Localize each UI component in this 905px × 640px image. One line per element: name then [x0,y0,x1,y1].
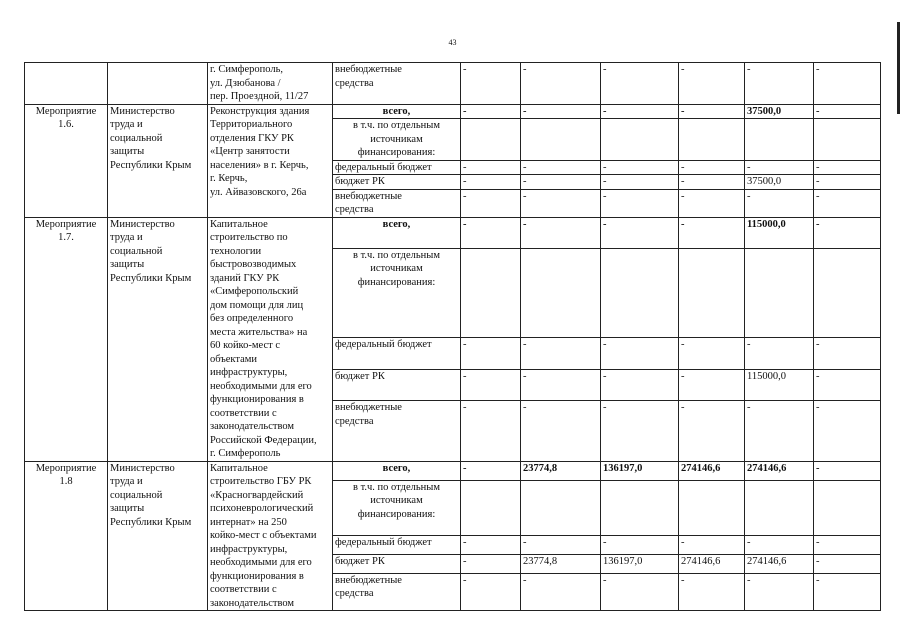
value-cell: - [461,189,521,217]
event-cell-text: Мероприятие 1.8 [35,462,97,487]
source-label [333,369,461,400]
value-cell: - [521,535,601,554]
source-label-text: внебюджетные средства [335,190,402,215]
source-intro-label-text: в т.ч. по отдельным источникам финансирования: [353,249,440,288]
value-cell: - [521,175,601,190]
executor-cell [108,63,208,105]
source-intro-label [333,248,461,338]
value-cell: - [601,189,679,217]
source-label [333,573,461,610]
value-cell: - [679,338,745,369]
empty-cell [461,480,521,535]
source-label-text: внебюджетные средства [335,574,402,600]
value-cell: - [745,338,814,369]
value-cell: 115000,0 [745,369,814,400]
empty-cell [521,119,601,161]
total-label [333,104,461,119]
event-cell [25,63,108,105]
total-label-text: всего, [382,462,411,474]
object-cell [208,104,333,217]
value-cell: - [601,338,679,369]
value-cell: - [461,369,521,400]
source-label-text: внебюджетные средства [335,402,402,427]
value-cell: - [461,63,521,105]
value-cell: - [679,217,745,248]
object-cell-text: Капитальное строительство по технологии быстровозводимых зданий ГКУ РК «Симферопольский дом помощи для лиц без определенного места жительства» на 60 койко-мест с объектами инфраструктуры, необходимыми для его функционирования в соответствии с законодательством Российской Федерации, г. Симферополь [210,218,317,459]
empty-cell [679,119,745,161]
executor-cell-text: Министерство труда и социальной защиты Республики Крым [110,105,192,171]
empty-cell [814,480,881,535]
source-label-text: федеральный бюджет [335,536,432,548]
table-body [25,63,881,611]
value-cell: - [461,554,521,573]
event-cell [25,461,108,611]
value-cell: - [521,63,601,105]
value-cell: - [814,189,881,217]
executor-cell-text: Министерство труда и социальной защиты Республики Крым [110,462,192,528]
source-label [333,160,461,175]
value-cell: 37500,0 [745,104,814,119]
value-cell: - [521,401,601,462]
executor-cell [108,217,208,461]
object-cell [208,63,333,105]
value-cell: 274146,6 [679,461,745,480]
value-cell: - [814,554,881,573]
value-cell: - [814,573,881,610]
source-intro-label [333,480,461,535]
empty-cell [521,248,601,338]
executor-cell [108,104,208,217]
source-intro-label [333,119,461,161]
total-label [333,461,461,480]
value-cell: - [461,104,521,119]
value-cell: - [679,63,745,105]
value-cell: - [461,217,521,248]
table-row [25,217,881,248]
value-cell: - [679,369,745,400]
empty-cell [745,480,814,535]
value-cell: - [745,401,814,462]
value-cell: 23774,8 [521,461,601,480]
source-label [333,401,461,462]
value-cell: - [679,160,745,175]
empty-cell [814,119,881,161]
value-cell: - [601,369,679,400]
value-cell: - [521,369,601,400]
empty-cell [521,480,601,535]
value-cell: - [814,175,881,190]
source-label [333,535,461,554]
object-cell-text: Реконструкция здания Территориального отделения ГКУ РК «Центр занятости населения» в г. Керчь, г. Керчь, ул. Айвазовского, 26а [210,105,310,198]
empty-cell [461,119,521,161]
value-cell: - [814,160,881,175]
value-cell: 136197,0 [601,554,679,573]
source-label-text: бюджет РК [335,555,385,567]
source-label-text: федеральный бюджет [335,339,432,351]
event-cell-text: Мероприятие 1.6. [35,105,97,130]
object-cell-text: г. Симферополь, ул. Дзюбанова / пер. Проездной, 11/27 [210,64,309,102]
event-cell [25,104,108,217]
value-cell: - [461,573,521,610]
empty-cell [601,480,679,535]
empty-cell [745,248,814,338]
value-cell: 136197,0 [601,461,679,480]
empty-cell [679,480,745,535]
source-label [333,554,461,573]
value-cell: - [461,535,521,554]
value-cell: - [601,573,679,610]
source-intro-label-text: в т.ч. по отдельным источникам финансирования: [353,120,440,158]
value-cell: - [745,160,814,175]
value-cell: 23774,8 [521,554,601,573]
source-label-text: федеральный бюджет [335,161,432,173]
total-label [333,217,461,248]
value-cell: - [461,401,521,462]
value-cell: - [521,573,601,610]
value-cell: - [814,217,881,248]
event-cell [25,217,108,461]
value-cell: - [745,63,814,105]
source-label [333,63,461,105]
value-cell: - [521,104,601,119]
value-cell: - [601,217,679,248]
value-cell: - [745,573,814,610]
table-row [25,104,881,119]
empty-cell [461,248,521,338]
value-cell: - [745,189,814,217]
value-cell: - [814,535,881,554]
value-cell: - [521,338,601,369]
value-cell: - [601,401,679,462]
value-cell: - [679,573,745,610]
source-label-text: бюджет РК [335,176,385,187]
empty-cell [601,119,679,161]
source-label-text: внебюджетные средства [335,64,402,89]
value-cell: - [461,461,521,480]
executor-cell-text: Министерство труда и социальной защиты Республики Крым [110,218,192,284]
scan-edge-mark [897,22,900,114]
object-cell [208,217,333,461]
empty-cell [601,248,679,338]
value-cell: 37500,0 [745,175,814,190]
value-cell: - [814,63,881,105]
empty-cell [745,119,814,161]
value-cell: - [601,535,679,554]
value-cell: - [521,189,601,217]
total-label-text: всего, [382,218,411,230]
value-cell: - [601,160,679,175]
value-cell: - [814,338,881,369]
value-cell: - [814,104,881,119]
value-cell: - [679,189,745,217]
source-label [333,175,461,190]
value-cell: 274146,6 [745,461,814,480]
value-cell: - [461,338,521,369]
funding-table [24,62,881,611]
value-cell: 115000,0 [745,217,814,248]
value-cell: - [521,160,601,175]
value-cell: - [601,175,679,190]
source-label [333,189,461,217]
value-cell: - [521,217,601,248]
source-intro-label-text: в т.ч. по отдельным источникам финансирования: [353,481,440,520]
empty-cell [679,248,745,338]
value-cell: - [679,104,745,119]
value-cell: - [601,63,679,105]
value-cell: - [601,104,679,119]
value-cell: 274146,6 [745,554,814,573]
event-cell-text: Мероприятие 1.7. [35,218,97,243]
value-cell: - [679,175,745,190]
table-row [25,461,881,480]
object-cell [208,461,333,611]
source-label-text: бюджет РК [335,370,385,382]
object-cell-text: Капитальное строительство ГБУ РК «Красногвардейский психоневрологический интернат» на 250 койко-мест с объектами инфраструктуры, необходимыми для его функционирования в соответствии с законодательством [210,462,317,609]
table-row [25,63,881,105]
value-cell: - [814,461,881,480]
value-cell: - [461,160,521,175]
value-cell: - [814,401,881,462]
value-cell: - [679,401,745,462]
executor-cell [108,461,208,611]
page-number: 43 [448,38,457,47]
total-label-text: всего, [382,105,411,117]
value-cell: - [814,369,881,400]
value-cell: 274146,6 [679,554,745,573]
value-cell: - [745,535,814,554]
value-cell: - [679,535,745,554]
empty-cell [814,248,881,338]
source-label [333,338,461,369]
value-cell: - [461,175,521,190]
